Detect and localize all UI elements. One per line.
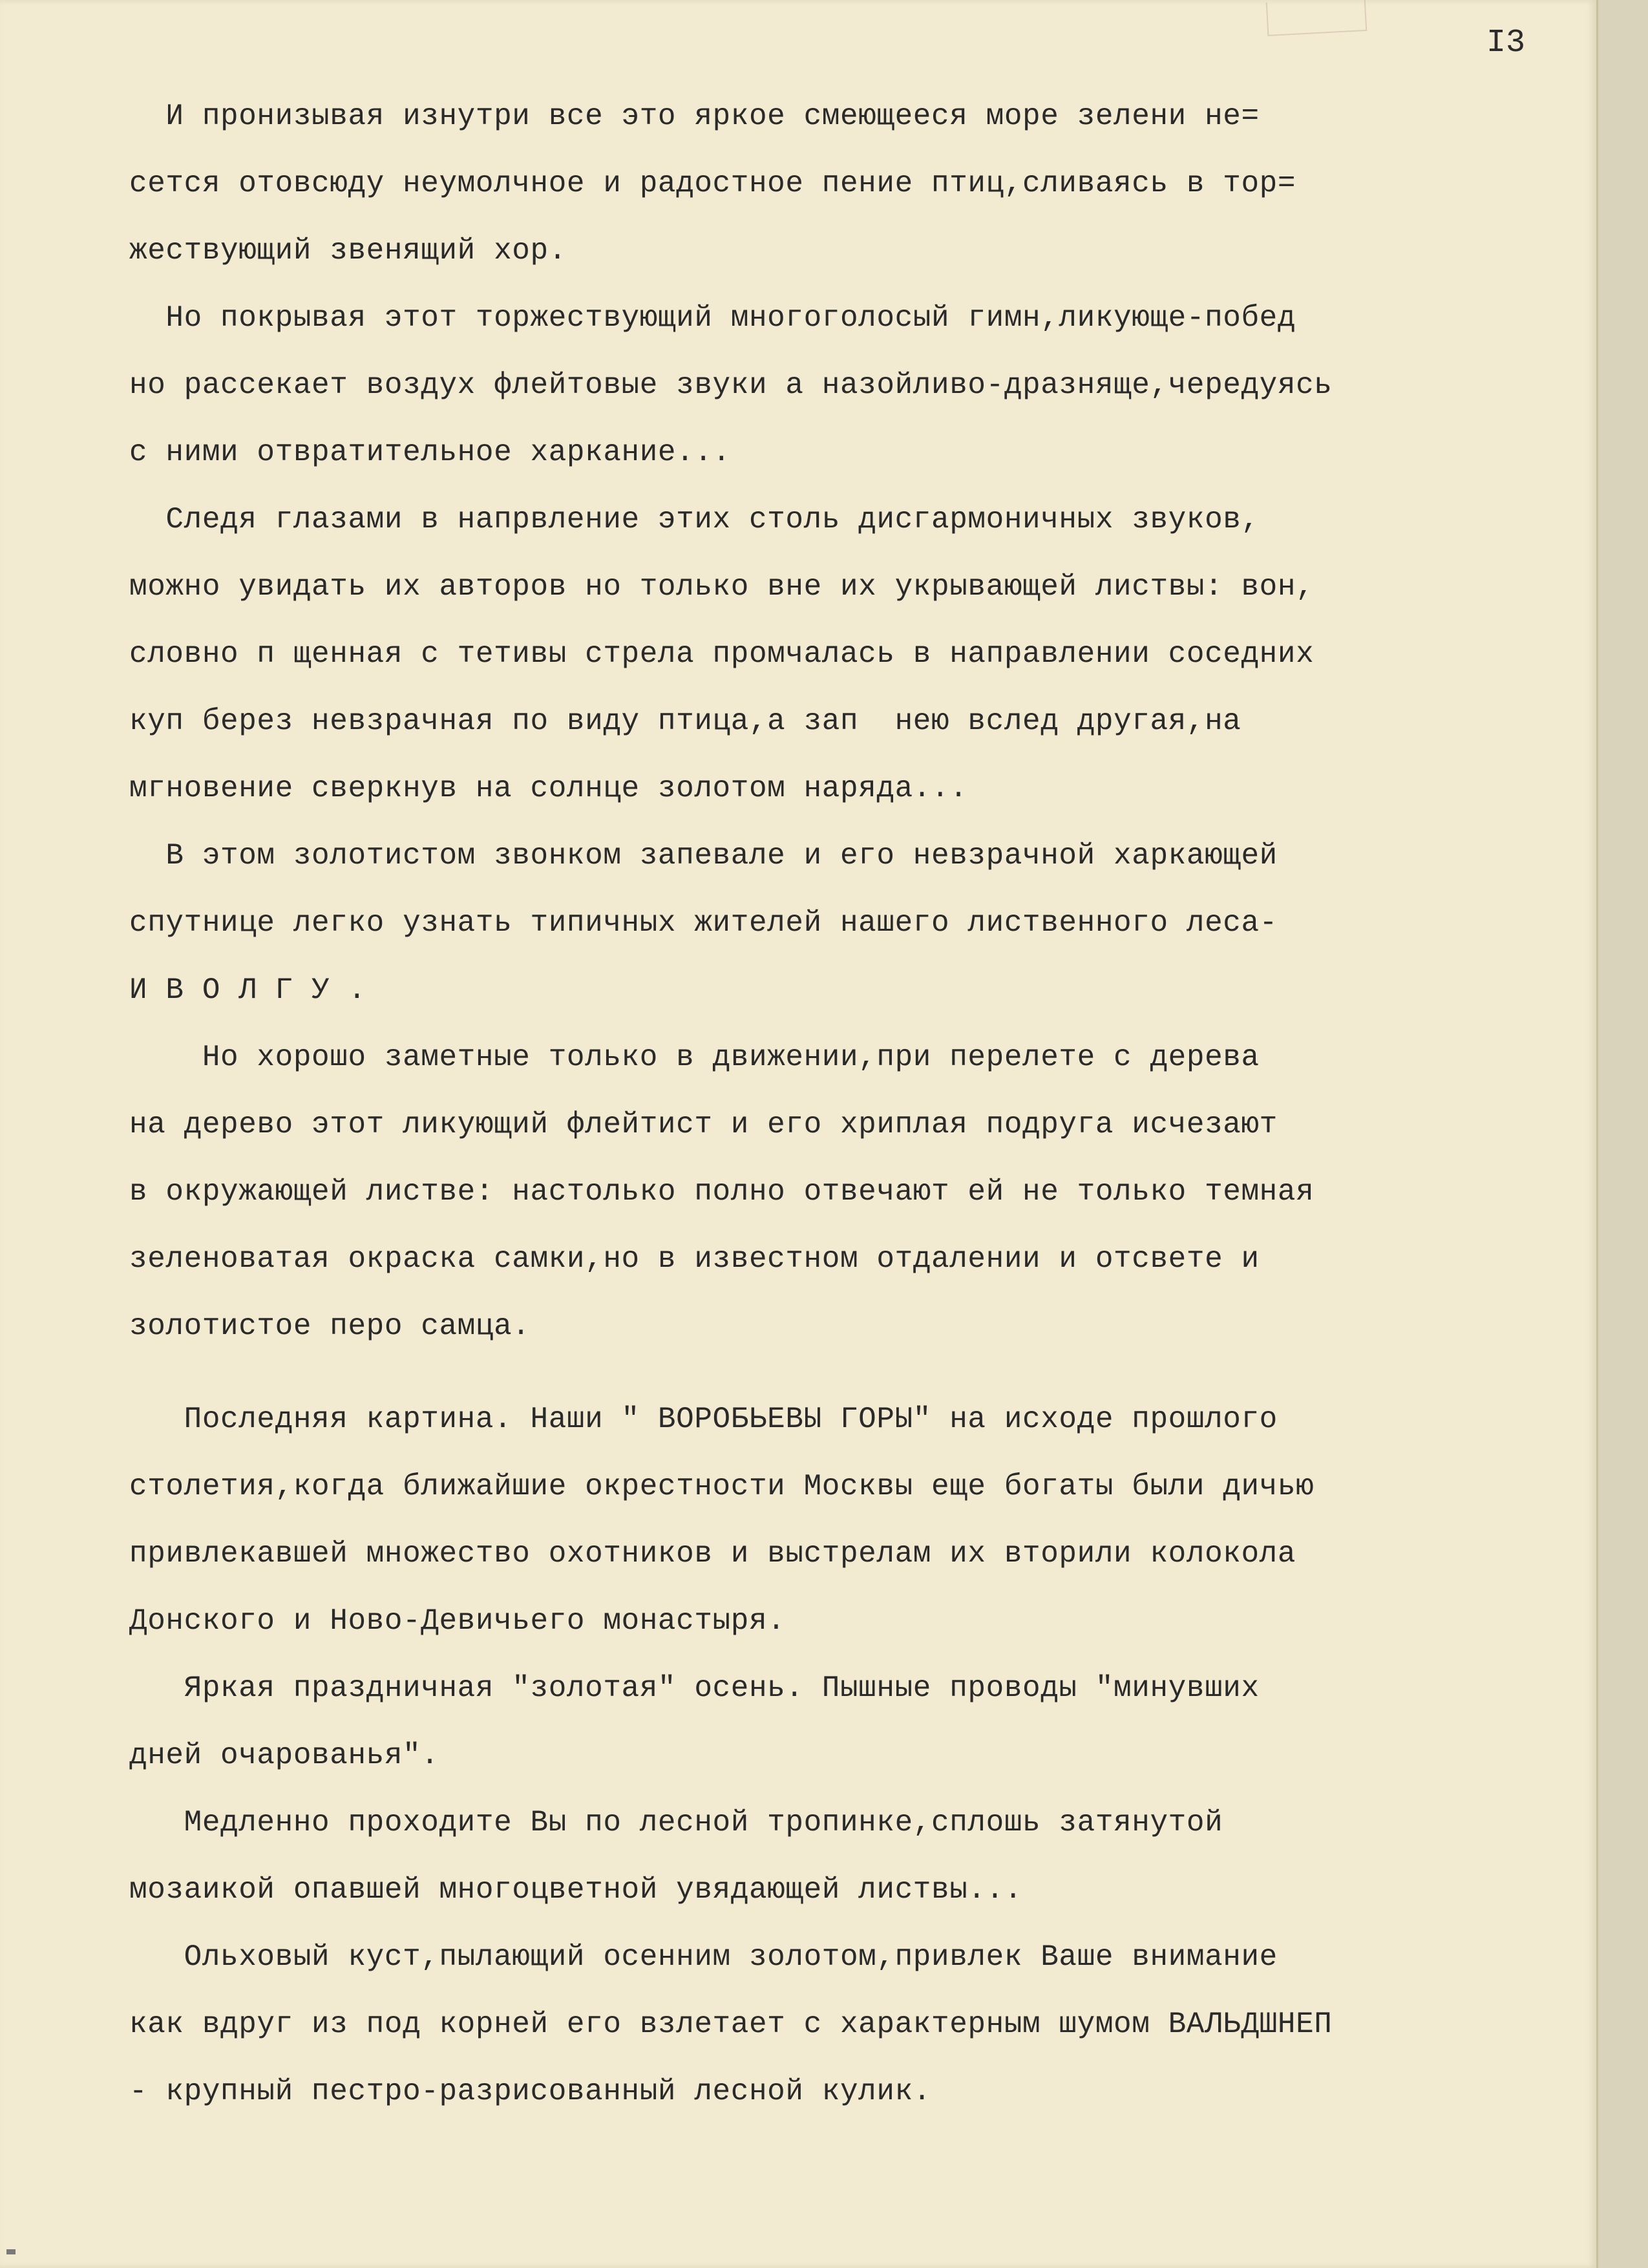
- text-line: дней очарованья".: [129, 1739, 439, 1772]
- text-line: Ольховый куст,пылающий осенним золотом,привлек Ваше внимание: [129, 1940, 1278, 1974]
- text-line: Донского и Ново-Девичьего монастыря.: [129, 1604, 786, 1638]
- text-line: словно п щенная с тетивы стрела промчалась в направлении соседних: [129, 637, 1315, 671]
- text-line: столетия,когда ближайшие окрестности Москвы еще богаты были дичью: [129, 1470, 1315, 1503]
- text-line: Медленно проходите Вы по лесной тропинке,сплошь затянутой: [129, 1806, 1223, 1839]
- text-line: И пронизывая изнутри все это яркое смеющееся море зелени не=: [129, 100, 1260, 133]
- faded-stamp: [1266, 0, 1368, 36]
- page-number: I3: [1486, 25, 1526, 61]
- text-line: И В О Л Г У .: [129, 973, 366, 1007]
- text-line: как вдруг из под корней его взлетает с характерным шумом ВАЛЬДШНЕП: [129, 2008, 1333, 2041]
- text-line: В этом золотистом звонком запевале и его невзрачной харкающей: [129, 839, 1278, 873]
- text-line: жествующий звенящий хор.: [129, 234, 567, 268]
- text-line: мозаикой опавшей многоцветной увядающей листвы...: [129, 1873, 1023, 1907]
- paragraph: [129, 1789, 1590, 1924]
- text-line: Следя глазами в напрвление этих столь дисгармоничных звуков,: [129, 503, 1260, 536]
- text-line: но рассекает воздух флейтовые звуки а назойливо-дразняще,чередуясь: [129, 368, 1333, 402]
- text-line: мгновение сверкнув на солнце золотом наряда...: [129, 772, 968, 805]
- text-line: Последняя картина. Наши " ВОРОБЬЕВЫ ГОРЫ" на исходе прошлого: [129, 1403, 1278, 1436]
- paragraph: [129, 822, 1590, 1024]
- text-line: спутнице легко узнать типичных жителей нашего лиственного леса-: [129, 906, 1278, 940]
- text-line: Но хорошо заметные только в движении,при перелете с дерева: [129, 1041, 1260, 1074]
- text-line: золотистое перо самца.: [129, 1309, 531, 1343]
- text-line: Яркая праздничная "золотая" осень. Пышные проводы "минувших: [129, 1671, 1260, 1705]
- text-line: Но покрывая этот торжествующий многоголосый гимн,ликующе-побед: [129, 301, 1296, 335]
- paragraph: [129, 1924, 1590, 2125]
- paragraph: [129, 486, 1590, 822]
- text-line: на дерево этот ликующий флейтист и его хриплая подруга исчезают: [129, 1108, 1278, 1141]
- text-line: в окружающей листве: настолько полно отвечают ей не только темная: [129, 1175, 1315, 1209]
- paragraph: [129, 83, 1590, 284]
- paragraph: [129, 284, 1590, 486]
- text-line: зеленоватая окраска самки,но в известном отдалении и отсвете и: [129, 1242, 1260, 1276]
- paragraph: [129, 1024, 1590, 1360]
- page-edge-strip: [1596, 0, 1648, 2268]
- section-gap: [129, 1360, 1590, 1386]
- scan-mark: [6, 2249, 16, 2254]
- text-line: с ними отвратительное харкание...: [129, 436, 731, 469]
- text-line: куп берез невзрачная по виду птица,а зап нею вслед другая,на: [129, 705, 1241, 738]
- document-body: [129, 83, 1590, 2125]
- paragraph: [129, 1386, 1590, 1655]
- text-line: сется отовсюду неумолчное и радостное пение птиц,сливаясь в тор=: [129, 167, 1296, 200]
- text-line: можно увидать их авторов но только вне их укрывающей листвы: вон,: [129, 570, 1315, 604]
- paragraph: [129, 1655, 1590, 1789]
- text-line: привлекавшей множество охотников и выстрелам их вторили колокола: [129, 1537, 1296, 1571]
- text-line: - крупный пестро-разрисованный лесной кулик.: [129, 2075, 931, 2108]
